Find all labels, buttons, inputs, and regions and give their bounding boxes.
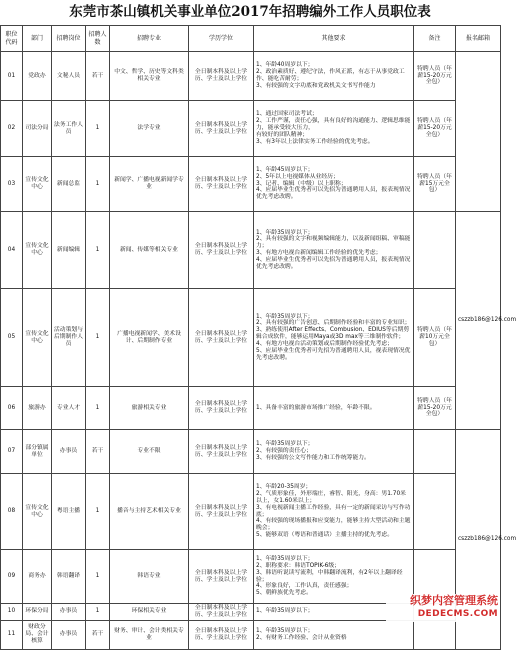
position-cell: 专业人才 — [52, 387, 86, 430]
count-cell: 1 — [86, 387, 110, 430]
dept-cell: 旅游办 — [23, 387, 52, 430]
requirement-line: 1、具备丰富的旅游市场推广经验，年龄不限。 — [256, 404, 376, 411]
count-cell: 1 — [86, 474, 110, 550]
count-cell: 1 — [86, 289, 110, 387]
requirements-cell — [254, 289, 414, 387]
email-cell: cszzb186@126.com — [456, 212, 501, 430]
requirement-line: 2、政治素质好、遵纪守法，作风正派，有志于从事党政工作、能吃苦耐劳； — [256, 69, 405, 82]
header-count: 招聘人数 — [86, 26, 110, 52]
requirement-line: 3、记者、编辑（中级）以上职称； — [256, 180, 347, 187]
header-code: 职位代码 — [1, 26, 23, 52]
requirement-line: 有较好的团队精神； — [256, 131, 309, 138]
requirement-line: 2、职称要求：韩语TOPIK-6级； — [256, 562, 340, 569]
code-cell: 11 — [1, 620, 23, 649]
position-cell: 办事员 — [52, 430, 86, 474]
header-note: 备注 — [414, 26, 456, 52]
requirement-line: 2、具有较强的广告创意、后期制作经验和丰富的专业知识； — [256, 320, 411, 327]
code-cell: 05 — [1, 289, 23, 387]
code-cell: 01 — [1, 52, 23, 101]
requirement-line: 3、有电视新闻主播工作经验，具有一定的新闻采访与写作功底； — [256, 504, 411, 518]
requirement-line: 1、年龄40周岁以下； — [256, 62, 314, 69]
count-cell: 1 — [86, 157, 110, 212]
requirement-line: 2、气质形象佳，外形端庄，睿智、阳光，身高：男1.70米以上，女1.60米以上； — [256, 491, 406, 504]
page-title: 东莞市茶山镇机关事业单位2017年招聘编外工作人员职位表 — [69, 4, 431, 20]
major-cell: 专业不限 — [110, 430, 189, 474]
position-cell: 法务工作人员 — [52, 101, 86, 157]
requirements-cell — [254, 212, 414, 289]
requirement-line: 5、应届毕业生优秀者可先招为普通聘用人员，视表现情况优先考虑改聘。 — [256, 347, 411, 361]
major-cell: 新闻学、广播电视新闻学专业 — [110, 157, 189, 212]
requirement-line: 3、熟练使用After Effects、Combusion、EDIUS等后期剪辑合成软件，能够运用Maya或3D max等三维制作软件； — [256, 327, 410, 341]
major-cell: 广播电视新闻学、美术设计、后期制作专业 — [110, 289, 189, 387]
positions-table — [0, 25, 516, 650]
code-cell: 08 — [1, 474, 23, 550]
requirement-line: 5、朝鲜族优先考虑。 — [256, 590, 312, 597]
dept-cell: 宣传文化中心 — [23, 212, 52, 289]
requirements-cell — [254, 52, 414, 101]
note-cell — [414, 430, 456, 474]
table-row — [1, 52, 501, 101]
requirement-line: 1、通过国家司法考试； — [256, 111, 318, 118]
requirement-line: 3、有地方电视台新闻编辑工作经验的优先考虑； — [256, 250, 382, 256]
watermark-url: DEDECMS.COM — [417, 609, 498, 619]
requirement-line: 2、工作严谨，责任心强，具有良好的沟通能力、逻辑思维能力，能承受较大压力， — [256, 118, 411, 132]
requirement-line: 3、有较强的公文写作能力和工作统筹能力。 — [256, 454, 370, 461]
major-cell: 新闻、传媒等相关专业 — [110, 212, 189, 289]
requirement-line: 1、年龄35周岁以下； — [256, 441, 314, 448]
major-cell: 法学专业 — [110, 101, 189, 157]
education-cell: 全日制本科及以上学历、学士及以上学位 — [189, 604, 254, 621]
dept-cell: 宣传文化中心 — [23, 474, 52, 550]
requirement-line: 1、年龄45周岁以下； — [256, 166, 314, 173]
education-cell: 全日制本科及以上学历、学士及以上学位 — [189, 289, 254, 387]
education-cell: 全日制本科及以上学历、学士及以上学位 — [189, 620, 254, 649]
count-cell: 1 — [86, 101, 110, 157]
requirements-cell — [254, 474, 414, 550]
requirement-line: 1、年龄35周岁以下； — [256, 627, 314, 634]
requirements-cell — [254, 430, 414, 474]
code-cell: 02 — [1, 101, 23, 157]
code-cell: 07 — [1, 430, 23, 474]
count-cell: 若干 — [86, 430, 110, 474]
table-row — [1, 387, 501, 430]
dept-cell: 党政办 — [23, 52, 52, 101]
requirement-line: 3、有较强的文字功底和党政机关文书写作能力 — [256, 82, 376, 89]
major-cell: 旅游相关专业 — [110, 387, 189, 430]
education-cell: 全日制本科及以上学历、学士及以上学位 — [189, 101, 254, 157]
dept-cell: 部分镇属单位 — [23, 430, 52, 474]
note-cell — [414, 474, 456, 550]
major-cell: 中文、哲学、历史等文科类相关专业 — [110, 52, 189, 101]
requirement-line: 1、年龄20-35周岁； — [256, 484, 312, 491]
education-cell: 全日制本科及以上学历、学士及以上学位 — [189, 550, 254, 604]
requirements-cell — [254, 620, 414, 649]
code-cell: 09 — [1, 550, 23, 604]
dept-cell: 商务办 — [23, 550, 52, 604]
count-cell: 1 — [86, 550, 110, 604]
code-cell: 10 — [1, 604, 23, 621]
position-cell: 文秘人员 — [52, 52, 86, 101]
position-cell: 办事员 — [52, 604, 86, 621]
position-cell: 韩语翻译 — [52, 550, 86, 604]
dept-cell: 环保分局 — [23, 604, 52, 621]
position-cell: 活动策划与后期制作人员 — [52, 289, 86, 387]
education-cell: 全日制本科及以上学历、学士及以上学位 — [189, 430, 254, 474]
count-cell: 1 — [86, 212, 110, 289]
note-cell: 特聘人员（年薪10万元全包） — [414, 289, 456, 387]
requirement-line: 4、形象良好，工作认真，责任感强； — [256, 583, 353, 590]
table-row — [1, 101, 501, 157]
education-cell: 全日制本科及以上学历、学士及以上学位 — [189, 474, 254, 550]
table-row — [1, 289, 501, 387]
requirement-line: 1、年龄35周岁以下； — [256, 229, 314, 236]
requirement-line: 1、年龄35周岁以下； — [256, 556, 314, 563]
code-cell: 03 — [1, 157, 23, 212]
header-email: 报名邮箱 — [456, 26, 501, 52]
table-row — [1, 474, 501, 550]
requirement-line: 5、能够双语（粤语和普通话）主播主持的优先考虑。 — [256, 531, 394, 538]
requirement-line: 4、有地方电视台活动策划或后期制作经验优先考虑； — [256, 340, 394, 347]
note-cell: 特聘人员（年薪15-20万元全包） — [414, 52, 456, 101]
requirement-line: 2、有财务工作经验、会计从业资格 — [256, 634, 347, 641]
requirement-line: 2、有较强的责任心； — [256, 448, 312, 455]
dept-cell: 宣传文化中心 — [23, 289, 52, 387]
email-cell: cszzb186@126.com — [456, 430, 501, 650]
requirement-line: 1、年龄35周岁以下； — [256, 608, 314, 615]
requirements-cell — [254, 387, 414, 430]
requirements-cell — [254, 157, 414, 212]
note-cell — [414, 620, 456, 649]
watermark-title: 织梦内容管理系统 — [410, 594, 498, 607]
education-cell: 全日制本科及以上学历、学士及以上学位 — [189, 212, 254, 289]
requirement-line: 1、年龄35周岁以下； — [256, 313, 314, 320]
dept-cell: 宣传文化中心 — [23, 157, 52, 212]
position-cell: 新闻总监 — [52, 157, 86, 212]
note-cell — [414, 212, 456, 289]
requirement-line: 4、有较强的现场播报和应变能力，能够主持大型活动和主题晚会； — [256, 518, 411, 532]
note-cell: 特聘人员（年薪15-20万元全包） — [414, 101, 456, 157]
position-cell: 粤语主播 — [52, 474, 86, 550]
education-cell: 全日制本科及以上学历、学士及以上学位 — [189, 387, 254, 430]
major-cell: 韩语专业 — [110, 550, 189, 604]
count-cell: 若干 — [86, 620, 110, 649]
education-cell: 全日制本科及以上学历、学士及以上学位 — [189, 52, 254, 101]
education-cell: 全日制本科及以上学历、学士及以上学位 — [189, 157, 254, 212]
code-cell: 04 — [1, 212, 23, 289]
major-cell: 播音与主持艺术相关专业 — [110, 474, 189, 550]
table-row — [1, 157, 501, 212]
requirement-line: 2、具有较强的文字和视频编辑能力，以及新闻组稿、审稿能力； — [256, 236, 411, 250]
requirement-line: 4、应届毕业生优秀者可以先招为普通聘用人员，报表现情况优先考虑改聘。 — [256, 256, 411, 270]
major-cell: 环保相关专业 — [110, 604, 189, 621]
dept-cell: 司法分局 — [23, 101, 52, 157]
table-row — [1, 620, 501, 649]
count-cell: 1 — [86, 604, 110, 621]
table-row — [1, 212, 501, 289]
code-cell: 06 — [1, 387, 23, 430]
email-cell — [456, 52, 501, 212]
header-other: 其他要求 — [254, 26, 414, 52]
header-dept: 部门 — [23, 26, 52, 52]
major-cell: 财务、审计、会计类相关专业 — [110, 620, 189, 649]
watermark — [386, 594, 498, 622]
dept-cell: 财政分局、会计核算 — [23, 620, 52, 649]
table-row — [1, 430, 501, 474]
requirement-line: 4、应届毕业生优秀者可以先招为普通聘用人员，报表现情况优先考虑改聘。 — [256, 187, 411, 201]
position-cell: 新闻编辑 — [52, 212, 86, 289]
requirement-line: 2、5年以上电视媒体从业经历； — [256, 173, 339, 180]
count-cell: 若干 — [86, 52, 110, 101]
requirement-line: 3、有3年以上法律实务工作经验的优先考虑。 — [256, 138, 374, 145]
requirements-cell — [254, 101, 414, 157]
header-position: 招聘岗位 — [52, 26, 86, 52]
position-cell: 办事员 — [52, 620, 86, 649]
note-cell: 特聘人员（年薪15-20万元全包） — [414, 387, 456, 430]
header-row — [1, 26, 501, 52]
header-major: 招聘专业 — [110, 26, 189, 52]
header-education: 学历学位 — [189, 26, 254, 52]
requirement-line: 3、韩语听说读写流利，中韩翻译流利，有2年以上翻译经验； — [256, 569, 403, 583]
note-cell: 特聘人员（年薪15万元全包） — [414, 157, 456, 212]
